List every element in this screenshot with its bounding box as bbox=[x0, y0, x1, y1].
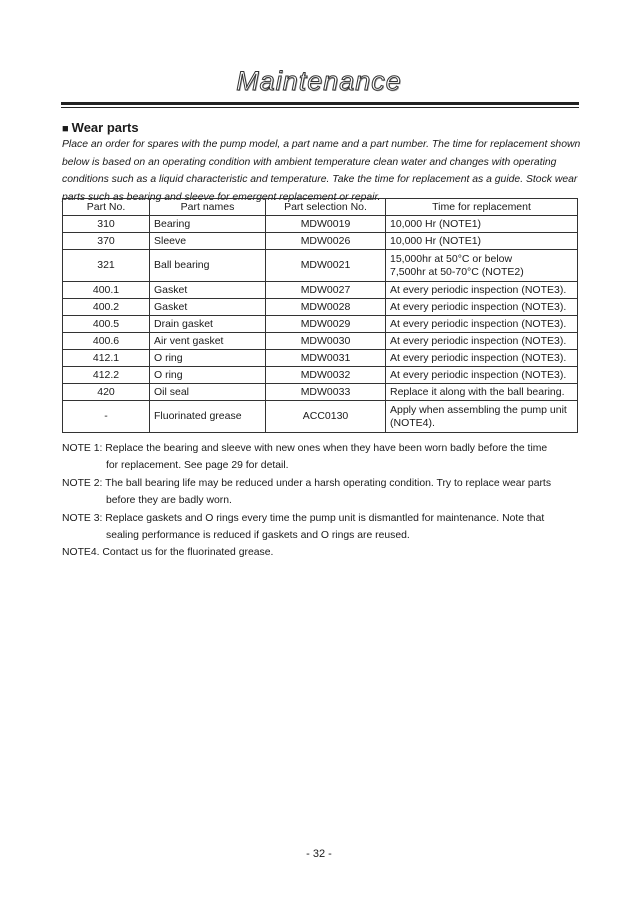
cell-part-selection-no: MDW0021 bbox=[266, 250, 386, 282]
cell-part-no: 310 bbox=[63, 216, 150, 233]
cell-part-name: O ring bbox=[150, 350, 266, 367]
cell-time-for-replacement bbox=[386, 333, 578, 350]
section-heading bbox=[62, 120, 139, 135]
cell-part-no: 370 bbox=[63, 233, 150, 250]
square-bullet-icon: ■ bbox=[62, 123, 69, 135]
table-row bbox=[63, 316, 578, 333]
time-line-1: At every periodic inspection (NOTE3). bbox=[390, 369, 567, 381]
cell-time-for-replacement bbox=[386, 316, 578, 333]
time-line-1: Apply when assembling the pump unit bbox=[390, 403, 567, 416]
cell-part-name: Sleeve bbox=[150, 233, 266, 250]
cell-part-selection-no: MDW0031 bbox=[266, 350, 386, 367]
page-title: Maintenance bbox=[236, 66, 402, 96]
time-line-2: 7,500hr at 50-70°C (NOTE2) bbox=[390, 265, 524, 278]
cell-part-name: Bearing bbox=[150, 216, 266, 233]
cell-time-for-replacement bbox=[386, 216, 578, 233]
note-continuation: for replacement. See page 29 for detail. bbox=[106, 460, 289, 472]
cell-part-name: Gasket bbox=[150, 299, 266, 316]
time-line-1: Replace it along with the ball bearing. bbox=[390, 386, 565, 398]
header-part-no: Part No. bbox=[63, 199, 150, 216]
table-row bbox=[63, 367, 578, 384]
section-heading-text: Wear parts bbox=[71, 120, 139, 135]
header-part-names: Part names bbox=[150, 199, 266, 216]
cell-part-name: Air vent gasket bbox=[150, 333, 266, 350]
cell-part-selection-no: MDW0030 bbox=[266, 333, 386, 350]
cell-part-selection-no: MDW0027 bbox=[266, 282, 386, 299]
note-continuation: before they are badly worn. bbox=[106, 495, 232, 507]
cell-part-selection-no: MDW0019 bbox=[266, 216, 386, 233]
cell-part-no: 412.1 bbox=[63, 350, 150, 367]
note-text: NOTE 1: Replace the bearing and sleeve with new ones when they have been worn badly before the time bbox=[62, 443, 548, 454]
wear-parts-table bbox=[62, 198, 578, 433]
cell-part-name: Oil seal bbox=[150, 384, 266, 401]
time-line-1: At every periodic inspection (NOTE3). bbox=[390, 301, 567, 313]
time-line-1: 15,000hr at 50°C or below bbox=[390, 252, 513, 265]
table-row bbox=[63, 216, 578, 233]
table-row bbox=[63, 282, 578, 299]
table-header-row bbox=[63, 199, 578, 216]
time-line-2: (NOTE4). bbox=[390, 416, 435, 429]
cell-part-name: Ball bearing bbox=[150, 250, 266, 282]
cell-part-no: 321 bbox=[63, 250, 150, 282]
cell-time-for-replacement bbox=[386, 282, 578, 299]
cell-part-no: 420 bbox=[63, 384, 150, 401]
time-line-1: At every periodic inspection (NOTE3). bbox=[390, 335, 567, 347]
cell-part-no: 400.1 bbox=[63, 282, 150, 299]
cell-part-selection-no: MDW0028 bbox=[266, 299, 386, 316]
cell-part-no: 400.6 bbox=[63, 333, 150, 350]
time-line-1: 10,000 Hr (NOTE1) bbox=[390, 235, 482, 247]
cell-part-selection-no: MDW0029 bbox=[266, 316, 386, 333]
time-line-1: At every periodic inspection (NOTE3). bbox=[390, 352, 567, 364]
table-body bbox=[63, 216, 578, 433]
cell-part-name: Gasket bbox=[150, 282, 266, 299]
time-line-1: 10,000 Hr (NOTE1) bbox=[390, 218, 482, 230]
cell-part-selection-no: MDW0033 bbox=[266, 384, 386, 401]
title-rule-thick bbox=[61, 102, 579, 105]
cell-part-name: Fluorinated grease bbox=[150, 401, 266, 433]
intro-paragraph: Place an order for spares with the pump model, a part name and a part number. The time for replacement shown below is based on an operating condition with ambient temperature clean water and changes with operating conditions such as a liquid characteristic and temperature. Take the time for replacement as a guide. Stock wear parts such as bearing and sleeve for emergent replacement or repair. bbox=[62, 139, 581, 203]
notes-block bbox=[62, 440, 582, 562]
cell-part-selection-no: MDW0026 bbox=[266, 233, 386, 250]
note-item bbox=[62, 440, 582, 475]
cell-time-for-replacement bbox=[386, 233, 578, 250]
table-row bbox=[63, 250, 578, 282]
time-line-1: At every periodic inspection (NOTE3). bbox=[390, 284, 567, 296]
note-item bbox=[62, 475, 582, 510]
table-row bbox=[63, 233, 578, 250]
cell-part-no: 400.2 bbox=[63, 299, 150, 316]
cell-time-for-replacement bbox=[386, 299, 578, 316]
note-item bbox=[62, 544, 582, 561]
note-item bbox=[62, 510, 582, 545]
table-row bbox=[63, 350, 578, 367]
cell-time-for-replacement bbox=[386, 401, 578, 433]
table-row bbox=[63, 384, 578, 401]
cell-time-for-replacement bbox=[386, 350, 578, 367]
cell-time-for-replacement bbox=[386, 367, 578, 384]
cell-part-no: 400.5 bbox=[63, 316, 150, 333]
table-row bbox=[63, 333, 578, 350]
note-text: NOTE 2: The ball bearing life may be reduced under a harsh operating condition. Try to replace wear parts bbox=[62, 477, 552, 489]
note-text: NOTE4. Contact us for the fluorinated grease. bbox=[62, 547, 274, 559]
table-row bbox=[63, 299, 578, 316]
cell-part-selection-no: MDW0032 bbox=[266, 367, 386, 384]
note-continuation: sealing performance is reduced if gaskets and O rings are reused. bbox=[106, 530, 410, 542]
cell-time-for-replacement bbox=[386, 384, 578, 401]
time-line-1: At every periodic inspection (NOTE3). bbox=[390, 318, 567, 330]
cell-part-selection-no: ACC0130 bbox=[266, 401, 386, 433]
header-time-for-replacement: Time for replacement bbox=[386, 199, 578, 216]
cell-part-name: Drain gasket bbox=[150, 316, 266, 333]
table-row bbox=[63, 401, 578, 433]
header-part-selection-no: Part selection No. bbox=[266, 199, 386, 216]
cell-part-name: O ring bbox=[150, 367, 266, 384]
page-number: - 32 - bbox=[306, 848, 332, 860]
cell-part-no: - bbox=[63, 401, 150, 433]
cell-part-no: 412.2 bbox=[63, 367, 150, 384]
note-text: NOTE 3: Replace gaskets and O rings every time the pump unit is dismantled for maintenance. Note that bbox=[62, 512, 545, 524]
cell-time-for-replacement bbox=[386, 250, 578, 282]
title-rule-thin bbox=[61, 107, 579, 108]
